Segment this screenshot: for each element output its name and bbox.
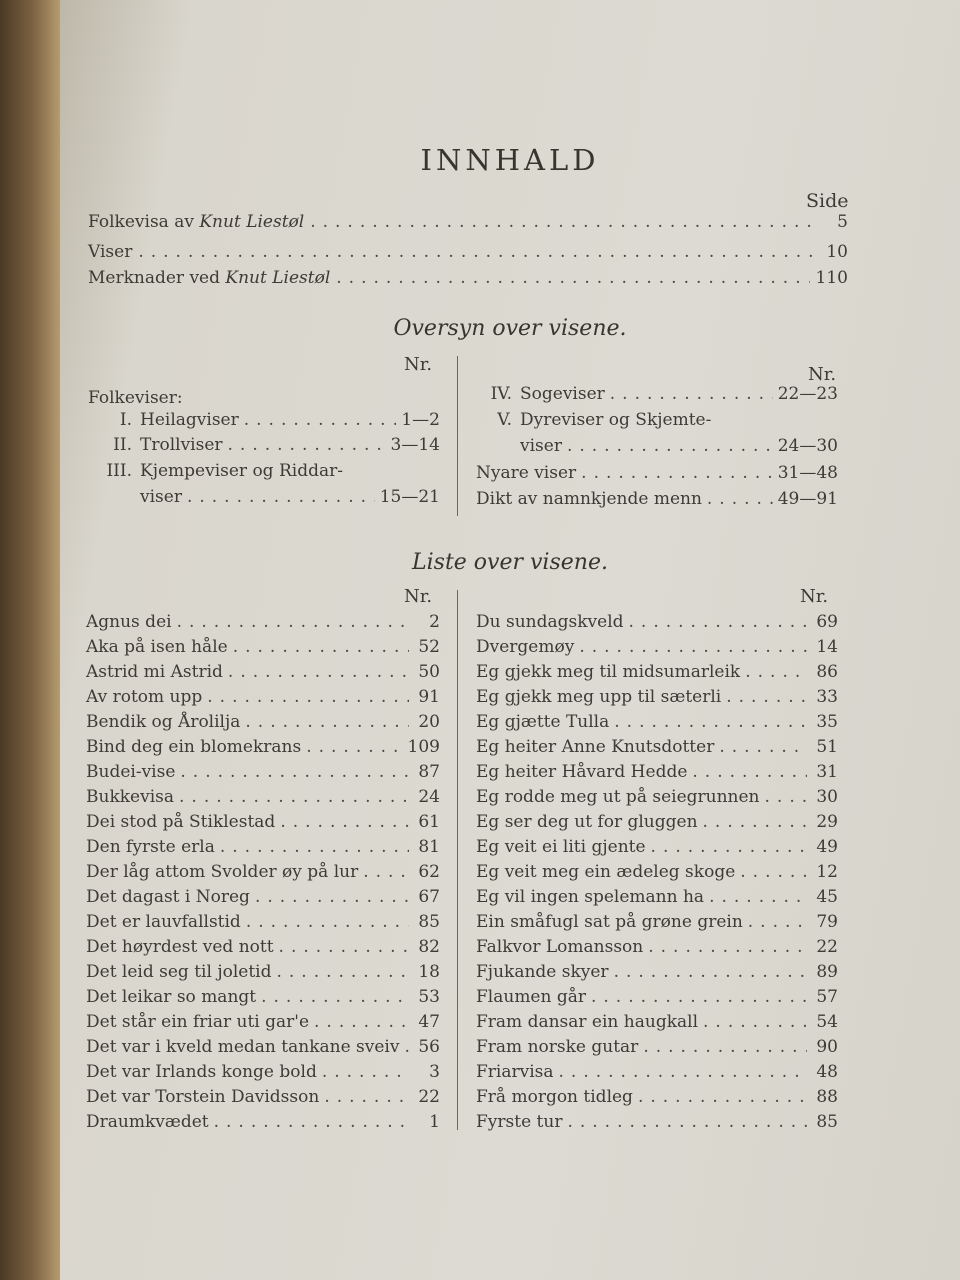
list-item <box>476 912 838 937</box>
song-title: Falkvor Lomansson <box>476 937 644 957</box>
leader-dots <box>748 912 807 932</box>
leader-dots <box>559 1062 807 1082</box>
list-item <box>86 762 440 787</box>
leader-dots <box>703 812 807 832</box>
list-item <box>476 962 838 987</box>
toc-label: Folkevisa av <box>88 212 194 232</box>
song-title: Det står ein friar uti gar'e <box>86 1012 310 1032</box>
list-item <box>86 637 440 662</box>
song-number: 3 <box>429 1062 440 1082</box>
list-item <box>476 937 838 962</box>
list-item <box>86 887 440 912</box>
list-item <box>476 712 838 737</box>
page-title: INNHALD <box>420 143 600 177</box>
roman-numeral: I. <box>119 410 132 430</box>
list-item <box>476 687 838 712</box>
list-item <box>86 1112 440 1137</box>
list-item <box>86 1087 440 1112</box>
list-item <box>476 787 838 812</box>
row-label: Sogeviser <box>520 384 605 404</box>
list-item <box>86 812 440 837</box>
song-title: Ein småfugl sat på grøne grein <box>476 912 743 932</box>
list-item <box>86 862 440 887</box>
list-item <box>476 1087 838 1112</box>
song-number: 22 <box>816 937 838 957</box>
toc-label: Viser <box>88 242 133 262</box>
oversyn-row <box>88 461 440 486</box>
list-item <box>476 1037 838 1062</box>
list-item <box>476 1112 838 1137</box>
song-title: Agnus dei <box>86 612 172 632</box>
leader-dots <box>246 912 409 932</box>
song-number: 18 <box>418 962 440 982</box>
song-title: Eg vil ingen spelemann ha <box>476 887 705 907</box>
row-nr: 31—48 <box>777 463 838 483</box>
song-number: 47 <box>418 1012 440 1032</box>
song-number: 2 <box>429 612 440 632</box>
list-item <box>86 687 440 712</box>
toc-author: Knut Liestøl <box>225 268 331 288</box>
leader-dots <box>336 268 809 288</box>
song-title: Eg heiter Håvard Hedde <box>476 762 688 782</box>
row-nr: 22—23 <box>777 384 838 404</box>
nr-header-left: Nr. <box>404 354 433 375</box>
leader-dots <box>404 1037 409 1057</box>
song-title: Du sundagskveld <box>476 612 624 632</box>
song-title: Bukkevisa <box>86 787 175 807</box>
row-nr: 15—21 <box>379 487 440 507</box>
list-item <box>86 612 440 637</box>
nr-header-right: Nr. <box>808 364 837 385</box>
list-item <box>476 862 838 887</box>
song-number: 85 <box>418 912 440 932</box>
song-title: Fram norske gutar <box>476 1037 639 1057</box>
leader-dots <box>138 242 812 262</box>
song-title: Eg rodde meg ut på seiegrunnen <box>476 787 760 807</box>
song-number: 88 <box>816 1087 838 1107</box>
list-item <box>86 1037 440 1062</box>
oversyn-row <box>88 435 440 460</box>
oversyn-row <box>88 410 440 435</box>
song-title: Draumkvædet <box>86 1112 209 1132</box>
song-title: Bind deg ein blomekrans <box>86 737 302 757</box>
song-title: Astrid mi Astrid <box>86 662 223 682</box>
leader-dots <box>280 812 409 832</box>
song-title: Eg heiter Anne Knutsdotter <box>476 737 715 757</box>
oversyn-row <box>476 463 838 488</box>
song-number: 69 <box>816 612 838 632</box>
song-number: 57 <box>816 987 838 1007</box>
song-number: 67 <box>418 887 440 907</box>
leader-dots <box>703 1012 807 1032</box>
oversyn-row <box>476 384 838 409</box>
list-item <box>476 1012 838 1037</box>
song-title: Dei stod på Stiklestad <box>86 812 276 832</box>
leader-dots <box>314 1012 409 1032</box>
list-item <box>476 637 838 662</box>
song-title: Eg ser deg ut for gluggen <box>476 812 698 832</box>
row-nr: 3—14 <box>390 435 440 455</box>
toc-row-viser <box>88 242 848 268</box>
leader-dots <box>707 489 773 509</box>
row-nr: 24—30 <box>777 436 838 456</box>
song-title: Det var Torstein Davidsson <box>86 1087 320 1107</box>
leader-dots <box>324 1087 409 1107</box>
song-number: 90 <box>816 1037 838 1057</box>
song-number: 31 <box>816 762 838 782</box>
leader-dots <box>177 612 409 632</box>
list-item <box>476 987 838 1012</box>
row-label: Trollviser <box>140 435 223 455</box>
song-title: Eg gjekk meg til midsumarleik <box>476 662 741 682</box>
leader-dots <box>719 737 807 757</box>
song-title: Eg gjætte Tulla <box>476 712 610 732</box>
leader-dots <box>614 962 807 982</box>
list-item <box>86 737 440 762</box>
row-label: Dikt av namnkjende menn <box>476 489 702 509</box>
oversyn-row <box>476 436 838 461</box>
song-number: 91 <box>418 687 440 707</box>
leader-dots <box>692 762 807 782</box>
song-number: 85 <box>816 1112 838 1132</box>
song-title: Den fyrste erla <box>86 837 215 857</box>
song-title: Dvergemøy <box>476 637 575 657</box>
song-title: Det dagast i Noreg <box>86 887 250 907</box>
column-divider <box>457 356 458 516</box>
row-label: Heilagviser <box>140 410 239 430</box>
leader-dots <box>276 962 409 982</box>
leader-dots <box>228 662 409 682</box>
row-label: Nyare viser <box>476 463 577 483</box>
toc-page: 5 <box>837 212 848 232</box>
nr-header-right: Nr. <box>800 586 829 607</box>
toc-row-merknader <box>88 268 848 294</box>
song-number: 62 <box>418 862 440 882</box>
list-item <box>476 762 838 787</box>
leader-dots <box>180 762 409 782</box>
column-divider <box>457 590 458 1130</box>
song-number: 51 <box>816 737 838 757</box>
leader-dots <box>567 1112 807 1132</box>
leader-dots <box>322 1062 409 1082</box>
song-number: 54 <box>816 1012 838 1032</box>
song-title: Fram dansar ein haugkall <box>476 1012 699 1032</box>
song-title: Eg veit meg ein ædeleg skoge <box>476 862 736 882</box>
list-item <box>86 962 440 987</box>
leader-dots <box>579 637 807 657</box>
song-number: 86 <box>816 662 838 682</box>
leader-dots <box>207 687 409 707</box>
list-item <box>86 912 440 937</box>
section-heading-oversyn: Oversyn over visene. <box>393 316 627 341</box>
leader-dots <box>363 862 409 882</box>
leader-dots <box>591 987 807 1007</box>
leader-dots <box>306 737 402 757</box>
nr-header-left: Nr. <box>404 586 433 607</box>
list-item <box>476 887 838 912</box>
list-item <box>86 937 440 962</box>
leader-dots <box>740 862 807 882</box>
song-title: Det høyrdest ved nott <box>86 937 274 957</box>
list-item <box>476 1062 838 1087</box>
list-item <box>86 987 440 1012</box>
song-number: 50 <box>418 662 440 682</box>
leader-dots <box>629 612 807 632</box>
song-number: 45 <box>816 887 838 907</box>
toc-row-folkevisa <box>88 212 848 238</box>
song-title: Fjukande skyer <box>476 962 609 982</box>
roman-numeral: II. <box>113 435 132 455</box>
roman-numeral: III. <box>106 461 132 481</box>
leader-dots <box>233 637 409 657</box>
row-label: viser <box>520 436 562 456</box>
list-item <box>476 837 838 862</box>
leader-dots <box>310 212 812 232</box>
leader-dots <box>726 687 807 707</box>
oversyn-row <box>88 487 440 512</box>
leader-dots <box>179 787 409 807</box>
song-number: 48 <box>816 1062 838 1082</box>
song-title: Det er lauvfallstid <box>86 912 241 932</box>
song-title: Frå morgon tidleg <box>476 1087 633 1107</box>
leader-dots <box>214 1112 409 1132</box>
leader-dots <box>279 937 409 957</box>
leader-dots <box>614 712 807 732</box>
song-number: 56 <box>418 1037 440 1057</box>
song-number: 49 <box>816 837 838 857</box>
leader-dots <box>187 487 375 507</box>
row-label: Dyreviser og Skjemte- <box>520 410 712 430</box>
leader-dots <box>228 435 386 455</box>
song-title: Eg gjekk meg upp til sæterli <box>476 687 722 707</box>
song-number: 33 <box>816 687 838 707</box>
leader-dots <box>581 463 773 483</box>
song-title: Det var Irlands konge bold <box>86 1062 317 1082</box>
book-page <box>60 0 960 1280</box>
song-number: 12 <box>816 862 838 882</box>
song-number: 35 <box>816 712 838 732</box>
song-title: Aka på isen håle <box>86 637 228 657</box>
song-number: 89 <box>816 962 838 982</box>
song-number: 109 <box>407 737 440 757</box>
song-number: 53 <box>418 987 440 1007</box>
oversyn-row <box>476 489 838 514</box>
song-number: 61 <box>418 812 440 832</box>
leader-dots <box>244 410 397 430</box>
list-item <box>86 712 440 737</box>
leader-dots <box>709 887 807 907</box>
leader-dots <box>255 887 409 907</box>
song-title: Av rotom upp <box>86 687 203 707</box>
leader-dots <box>648 937 807 957</box>
row-nr: 1—2 <box>401 410 440 430</box>
song-number: 87 <box>418 762 440 782</box>
song-number: 29 <box>816 812 838 832</box>
song-number: 52 <box>418 637 440 657</box>
list-item <box>476 737 838 762</box>
leader-dots <box>261 987 409 1007</box>
leader-dots <box>638 1087 807 1107</box>
list-item <box>476 662 838 687</box>
list-item <box>86 1012 440 1037</box>
list-item <box>476 812 838 837</box>
song-title: Eg veit ei liti gjente <box>476 837 646 857</box>
leader-dots <box>745 662 807 682</box>
toc-page: 10 <box>826 242 848 262</box>
list-item <box>86 787 440 812</box>
song-title: Friarvisa <box>476 1062 554 1082</box>
roman-numeral: IV. <box>490 384 512 404</box>
song-number: 81 <box>418 837 440 857</box>
toc-label: Merknader ved <box>88 268 220 288</box>
song-title: Der låg attom Svolder øy på lur <box>86 862 359 882</box>
song-title: Fyrste tur <box>476 1112 563 1132</box>
roman-numeral: V. <box>497 410 512 430</box>
section-heading-liste: Liste over visene. <box>412 550 608 575</box>
song-number: 79 <box>816 912 838 932</box>
leader-dots <box>643 1037 807 1057</box>
song-number: 14 <box>816 637 838 657</box>
song-number: 24 <box>418 787 440 807</box>
song-title: Flaumen går <box>476 987 586 1007</box>
song-number: 1 <box>429 1112 440 1132</box>
leader-dots <box>567 436 773 456</box>
song-number: 82 <box>418 937 440 957</box>
song-title: Budei-vise <box>86 762 176 782</box>
song-number: 22 <box>418 1087 440 1107</box>
leader-dots <box>765 787 807 807</box>
toc-page: 110 <box>815 268 848 288</box>
row-label: viser <box>140 487 182 507</box>
leader-dots <box>610 384 773 404</box>
oversyn-row <box>476 410 838 435</box>
list-item <box>86 1062 440 1087</box>
leader-dots <box>220 837 409 857</box>
leader-dots <box>245 712 409 732</box>
song-title: Det leid seg til joletid <box>86 962 272 982</box>
list-item <box>86 837 440 862</box>
row-label: Kjempeviser og Riddar- <box>140 461 343 481</box>
song-number: 20 <box>418 712 440 732</box>
song-title: Bendik og Årolilja <box>86 712 241 732</box>
song-title: Det var i kveld medan tankane sveiv <box>86 1037 400 1057</box>
group-label-folkeviser: Folkeviser: <box>88 388 183 408</box>
row-nr: 49—91 <box>777 489 838 509</box>
toc-author: Knut Liestøl <box>199 212 305 232</box>
leader-dots <box>651 837 807 857</box>
list-item <box>86 662 440 687</box>
song-title: Det leikar so mangt <box>86 987 257 1007</box>
song-number: 30 <box>816 787 838 807</box>
list-item <box>476 612 838 637</box>
side-column-label: Side <box>806 190 849 212</box>
